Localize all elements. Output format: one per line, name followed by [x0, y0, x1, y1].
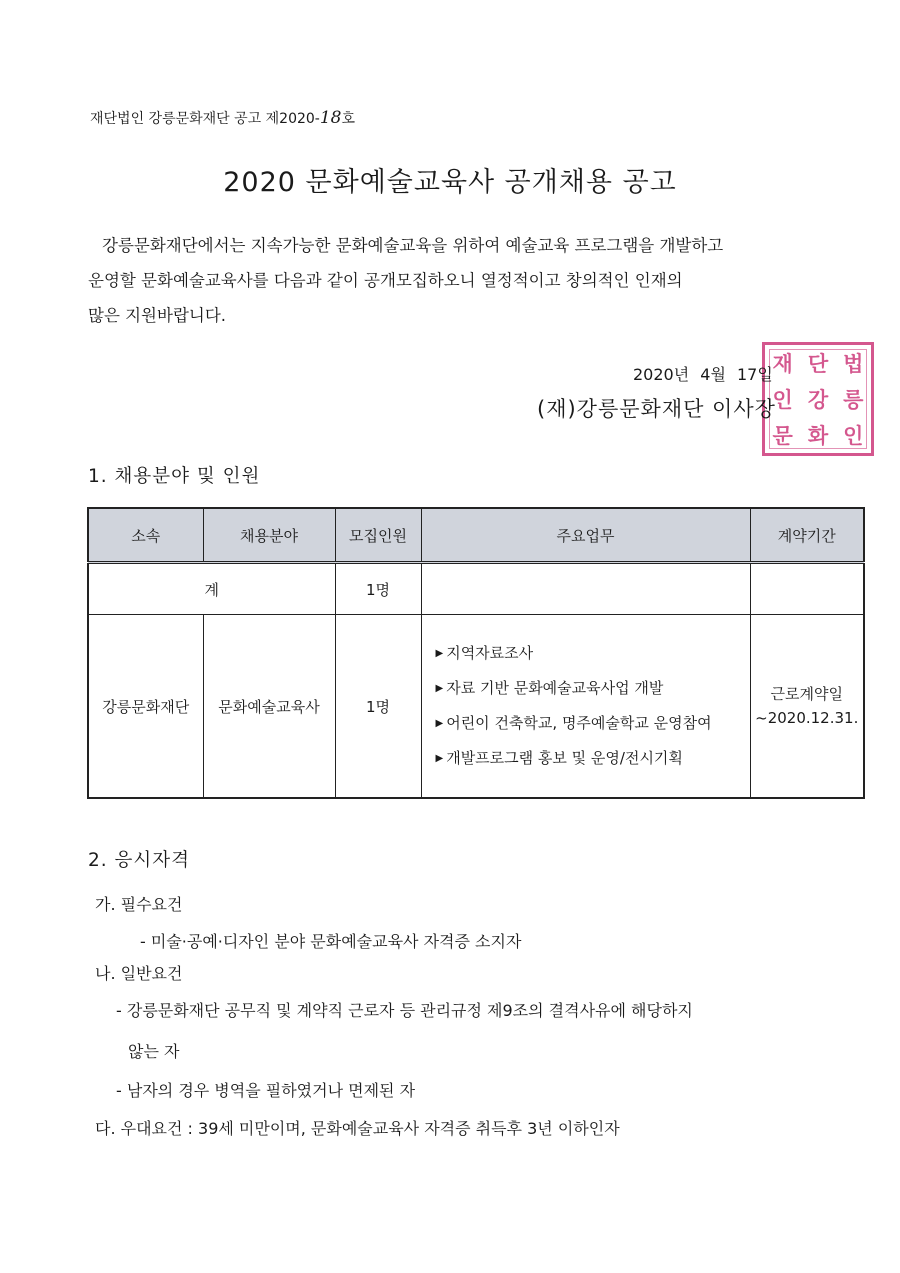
issuer-name: (재)강릉문화재단 이사장 [537, 397, 776, 421]
cell-count: 1명 [335, 615, 421, 799]
seal-char: 인 [772, 386, 793, 412]
table-header-row [88, 508, 864, 563]
header-period: 계약기간 [750, 508, 864, 563]
seal-char: 재 [772, 350, 793, 376]
req-general-item2: - 남자의 경우 병역을 필하였거나 면제된 자 [116, 1081, 416, 1100]
notice-date: 2020년 4월 17일 [633, 365, 773, 384]
intro-line: 많은 지원바랍니다. [88, 306, 227, 325]
seal-char: 법 [843, 350, 864, 376]
req-general-item1-cont: 않는 자 [128, 1042, 180, 1061]
header-count: 모집인원 [335, 508, 421, 563]
duty-item [436, 671, 750, 706]
duty-item [436, 636, 750, 671]
intro-paragraph [88, 228, 823, 333]
seal-char: 화 [807, 422, 829, 448]
cell-duties [421, 615, 750, 799]
req-preferred: 다. 우대요건 : 39세 미만이며, 문화예술교육사 자격증 취득후 3년 이하인자 [95, 1119, 620, 1138]
section-heading-recruitment: 1. 채용분야 및 인원 [88, 466, 261, 487]
cell-period [750, 615, 864, 799]
duty-item [436, 741, 750, 776]
seal-char: 릉 [843, 386, 864, 412]
cell-org: 강릉문화재단 [88, 615, 203, 799]
recruitment-table [87, 507, 865, 799]
duty-text: 자료 기반 문화예술교육사업 개발 [446, 679, 664, 697]
header-duties: 주요업무 [421, 508, 750, 563]
seal-char: 단 [807, 350, 829, 376]
req-required-label: 가. 필수요건 [95, 895, 183, 914]
total-period [750, 563, 864, 615]
section-heading-qualifications: 2. 응시자격 [88, 850, 191, 871]
total-label: 계 [88, 563, 335, 615]
intro-line: 강릉문화재단에서는 지속가능한 문화예술교육을 위하여 예술교육 프로그램을 개발하고 [102, 236, 724, 255]
header-field: 채용분야 [203, 508, 335, 563]
header-org: 소속 [88, 508, 203, 563]
req-general-item1: - 강릉문화재단 공무직 및 계약직 근로자 등 관리규정 제9조의 결격사유에 해당하지 [116, 1001, 693, 1020]
req-general-label: 나. 일반요건 [95, 964, 183, 983]
notice-suffix: 호 [341, 111, 356, 127]
total-duties [421, 563, 750, 615]
triangle-bullet-icon: ▶ [435, 648, 444, 659]
req-required-item: - 미술·공예·디자인 분야 문화예술교육사 자격증 소지자 [140, 932, 522, 951]
duty-text: 지역자료조사 [446, 644, 534, 662]
table-row-total [88, 563, 864, 615]
notice-prefix: 재단법인 강릉문화재단 공고 제2020- [90, 111, 320, 127]
total-count: 1명 [335, 563, 421, 615]
seal-char: 문 [772, 422, 793, 448]
triangle-bullet-icon: ▶ [435, 718, 444, 729]
duty-text: 어린이 건축학교, 명주예술학교 운영참여 [446, 714, 712, 732]
period-start: 근로계약일 [770, 685, 843, 703]
intro-line: 운영할 문화예술교육사를 다음과 같이 공개모집하오니 열정적이고 창의적인 인재의 [88, 271, 683, 290]
triangle-bullet-icon: ▶ [435, 683, 444, 694]
triangle-bullet-icon: ▶ [435, 753, 444, 764]
cell-field: 문화예술교육사 [203, 615, 335, 799]
notice-number [90, 108, 355, 128]
duty-item [436, 706, 750, 741]
table-row [88, 615, 864, 799]
seal-char: 인 [843, 422, 864, 448]
seal-char: 강 [807, 386, 829, 412]
official-seal [762, 342, 874, 456]
duty-text: 개발프로그램 홍보 및 운영/전시기획 [446, 749, 683, 767]
period-end: ~2020.12.31. [755, 709, 859, 727]
handwritten-number: 18 [319, 108, 342, 128]
page-title: 2020 문화예술교육사 공개채용 공고 [223, 167, 677, 198]
